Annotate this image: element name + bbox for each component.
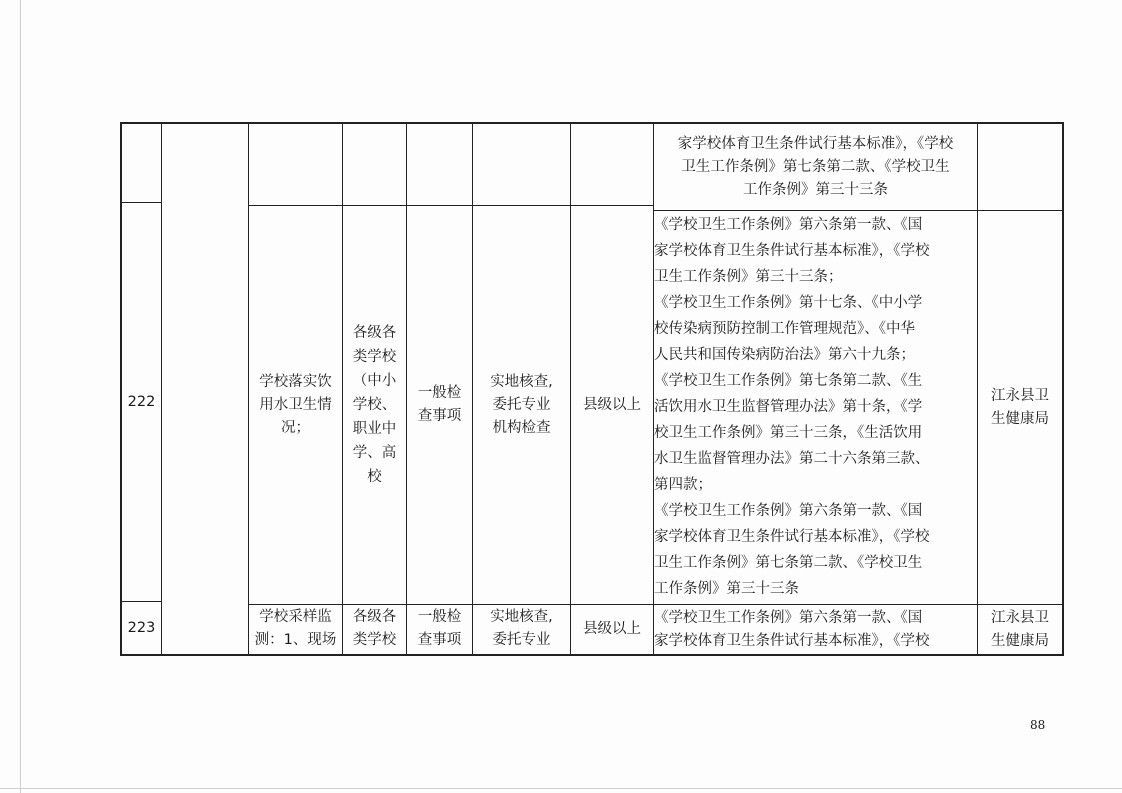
basis-line: 第四款； [654,477,712,493]
basis-line: 家学校体育卫生条件试行基本标准》，《学校 [677,135,954,152]
row223-department: 江永县卫 生健康局 [991,610,1049,649]
basis-line: 《学校卫生工作条例》第六条第一款、《国 [654,217,923,233]
row222-item: 学校落实饮 用水卫生情 况； [259,373,332,436]
row223-type: 一般检 查事项 [417,609,462,648]
basis-line: 校卫生工作条例》第三十三条，《生活饮用 [654,425,923,441]
basis-line: 《学校卫生工作条例》第六条第一款、《国 [654,610,923,626]
basis-line: 工作条例》第三十三条 [654,581,799,597]
page-number: 88 [1030,718,1046,732]
basis-line: 《学校卫生工作条例》第六条第一款、《国 [654,503,923,519]
basis-line: 卫生工作条例》第七条第二款、《学校卫生 [654,555,923,571]
row222-object: 各级各 类学校 （中小 学校、 职业中 学、高 校 [352,325,397,485]
basis-line: 卫生工作条例》第七条第二款、《学校卫生 [681,158,950,175]
basis-line: 活饮用水卫生监督管理办法》第十条，《学 [654,399,923,415]
basis-line: 家学校体育卫生条件试行基本标准》，《学校 [654,243,930,259]
basis-line: 卫生工作条例》第三十三条； [654,269,843,285]
basis-line: 家学校体育卫生条件试行基本标准》，《学校 [654,529,930,545]
basis-line: 《学校卫生工作条例》第十七条、《中小学 [654,295,923,311]
row222-basis [654,212,977,604]
row0-basis [654,124,977,210]
basis-line: 水卫生监督管理办法》第二十六条第三款、 [654,451,930,467]
scan-edge-mark [0,788,1122,789]
basis-line: 校传染病预防控制工作管理规范》、《中华 [654,321,915,337]
row222-level: 县级以上 [583,396,641,413]
basis-line: 家学校体育卫生条件试行基本标准》，《学校 [654,633,930,649]
row223-level: 县级以上 [583,621,641,637]
row223-method: 实地核查, 委托专业 [490,609,553,648]
basis-line: 工作条例》第三十三条 [743,181,888,198]
row223-number: 223 [127,619,156,636]
basis-line: 人民共和国传染病防治法》第六十九条； [654,347,915,363]
row223-object: 各级各 类学校 [352,609,397,648]
row223-item: 学校采样监 测：1、现场 [254,609,337,648]
row222-number: 222 [127,393,156,410]
row222-department: 江永县卫 生健康局 [991,387,1049,427]
row223-basis [654,607,977,654]
row222-method: 实地核查, 委托专业 机构检查 [490,373,553,436]
scan-edge-mark [20,0,21,793]
row222-type: 一般检 查事项 [417,385,462,424]
basis-line: 《学校卫生工作条例》第七条第二款、《生 [654,373,923,389]
